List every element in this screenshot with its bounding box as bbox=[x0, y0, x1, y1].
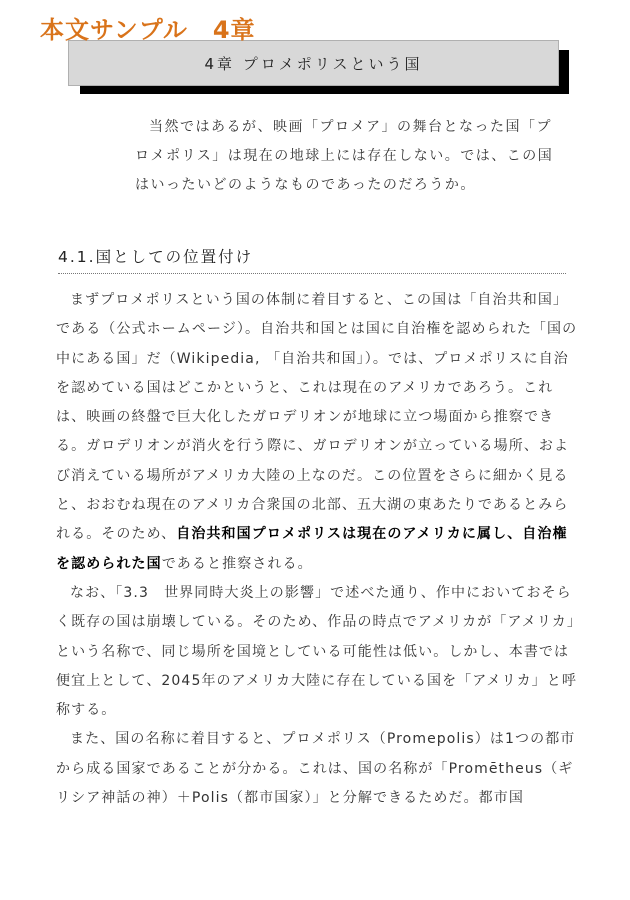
body-text bbox=[56, 286, 578, 813]
intro-paragraph: 当然ではあるが、映画「プロメア」の舞台となった国「プロメポリス」は現在の地球上には存在しない。では、この国はいったいどのようなものであったのだろうか。 bbox=[135, 119, 554, 193]
body-paragraph-3: また、国の名称に着目すると、プロメポリス（Promepolis）は1つの都市から成る国家であることが分かる。これは、国の名称が「Promētheus（ギリシア神話の神）＋Polis（都市国家）」と分解できるためだ。都市国 bbox=[56, 731, 576, 807]
paragraph-1-bold-text: 自治共和国プロメポリスは現在のアメリカに属し、自治権を認められた国 bbox=[56, 526, 568, 572]
paragraph-1-ending: であると推察される。 bbox=[161, 555, 313, 572]
sample-label: 本文サンプル 4章 bbox=[40, 16, 256, 44]
chapter-intro bbox=[135, 113, 560, 200]
paragraph-1-text: まずプロメポリスという国の体制に着目すると、この国は「自治共和国」である（公式ホームページ）。自治共和国とは国に自治権を認められた「国の中にある国」だ（Wikipedia, 「自治共和国」）。では、プロメポリスに自治を認めている国はどこかというと、これは現在のアメリカであろう。これは、映画の終盤で巨大化したガロデリオンが地球に立つ場面から推察できる。ガロデリオンが消火を行う際に、ガロデリオンが立っている場所、および消えている場所がアメリカ大陸の上なのだ。この位置をさらに細かく見ると、おおむね現在のアメリカ合衆国の北部、五大湖の東あたりであるとみられる。そのため、 bbox=[56, 292, 578, 543]
body-paragraph-2: なお、「3.3 世界同時大炎上の影響」で述べた通り、作中においておそらく既存の国は崩壊している。そのため、作品の時点でアメリカが「アメリカ」という名称で、同じ場所を国境としている可能性は低い。しかし、本書では便宜上として、2045年のアメリカ大陸に存在している国を「アメリカ」と呼称する。 bbox=[56, 584, 577, 719]
chapter-title-box bbox=[68, 40, 559, 86]
chapter-title: 4章 プロメポリスという国 bbox=[204, 54, 423, 73]
section-heading: 4.1.国としての位置付け bbox=[58, 245, 566, 274]
body-paragraph-1 bbox=[56, 286, 578, 579]
